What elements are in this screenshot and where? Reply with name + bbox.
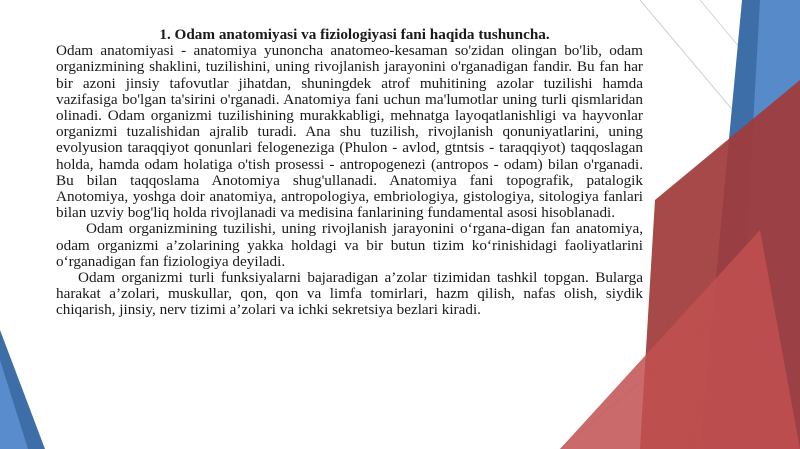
paragraph-1: [56, 43, 643, 221]
paragraph-2-text: Odam organizmining tuzilishi, uning rivojlanish jarayonini o‘rgana-digan fan anatomiya, odam organizmi a’zolarining yakka holdagi va bir butun tizim ko‘rinishidagi faoliyatlarini o‘rganadigan fan fiziologiya deyiladi.: [56, 220, 643, 270]
paragraph-3-text: Odam organizmi turli funksiyalarni bajaradigan a’zolar tizimidan tashkil topgan. Bularga harakat a’zolari, muskullar, qon, qon va limfa tomirlari, hazm qilish, nafas olish, siydik chiqarish, jinsiy, nerv tizimi a’zolari va ichki sekretsiya bezlari kiradi.: [56, 269, 643, 319]
document-body: [56, 27, 643, 319]
paragraph-2: [56, 221, 643, 270]
paragraph-1-text: Odam anatomiyasi - anatomiya yunoncha anatomeo-kesaman so'zidan olingan bo'lib, odam organizmining shaklini, tuzilishini, uning rivojlanish jarayonini o'rganadigan fandir. Bu fan har bir azoni jinsiy tafovutlar jihatdan, shuningdek atrof muhitining azolar tuzilishi hamda vazifasiga bo'lgan ta'sirini o'rganadi. Anatomiya fani uchun ma'lumotlar uning turli qismlaridan olinadi. Odam organizmi tuzilishining murakkabligi, mehnatga layoqatlanishligi va hayvonlar organizmi tuzalishidan ajralib turadi. Ana shu tuzilish, rivojlanish qonuniyatlarini, uning evolyusion taraqqiyot qonunlari felogeneziga (Phulon - avlod, gtntsis - taraqqiyot) taqqoslagan holda, hamda odam holatiga o'tish prosessi - antropogenezi (antropos - odam) bilan o'rganadi. Bu bilan taqqoslama Anotomiya shug'ullanadi. Anatomiya fani topografik, patalogik Anotomiya, yoshga doir anatomiya, antropologiya, embriologiya, gistologiya, sitologiya fanlari bilan uzviy bog'liq holda rivojlanadi va medisina fanlarining fundamental asosi hisoblanadi.: [56, 42, 643, 222]
paragraph-3: [56, 270, 643, 319]
document-title: 1. Odam anatomiyasi va fiziologiyasi fani haqida tushuncha.: [159, 26, 550, 43]
